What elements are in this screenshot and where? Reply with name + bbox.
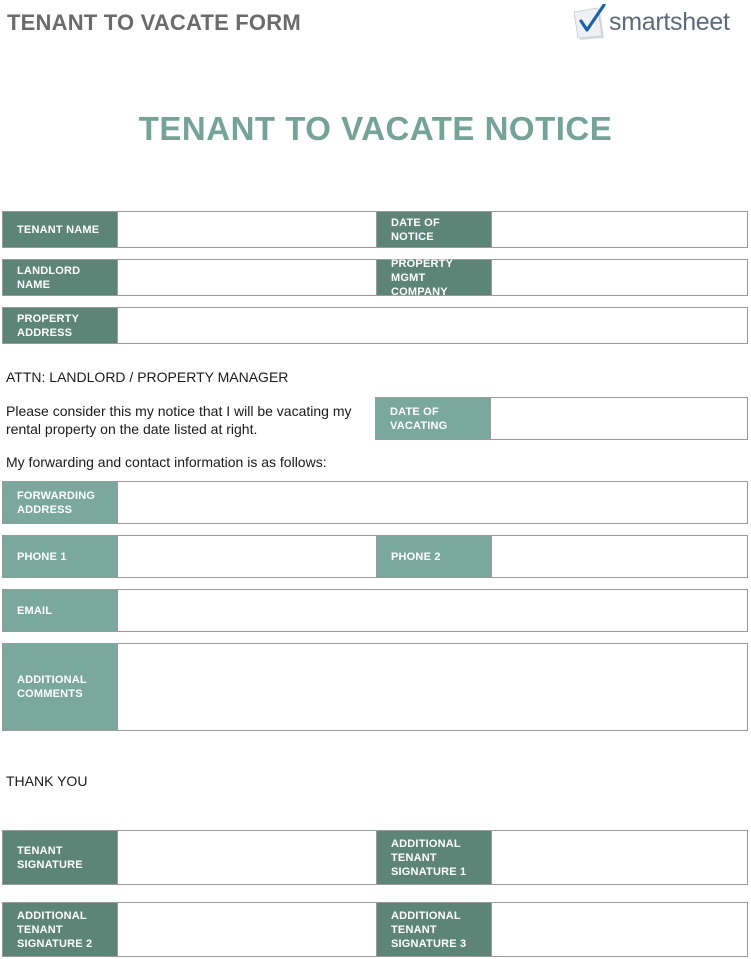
additional-tenant-signature-3-field[interactable] — [492, 903, 747, 956]
property-address-field[interactable] — [118, 308, 747, 343]
date-of-vacating-label: DATE OF VACATING — [376, 398, 490, 439]
logo-text: smartsheet — [609, 7, 730, 36]
notice-statement: Please consider this my notice that I will be vacating my rental property on the date listed at right. — [6, 403, 352, 437]
phone2-field[interactable] — [492, 536, 747, 577]
phone1-field[interactable] — [118, 536, 376, 577]
date-of-vacating-field[interactable] — [491, 398, 747, 439]
date-of-notice-label: DATE OF NOTICE — [377, 212, 491, 247]
property-address-row — [2, 307, 748, 344]
tenant-signature-label: TENANT SIGNATURE — [3, 831, 117, 884]
tenant-name-label: TENANT NAME — [3, 212, 117, 247]
checkmark-icon — [574, 4, 608, 40]
email-row — [2, 589, 748, 632]
additional-tenant-signature-2-label: ADDITIONAL TENANT SIGNATURE 2 — [3, 903, 117, 956]
forwarding-address-label: FORWARDING ADDRESS — [3, 482, 117, 523]
smartsheet-logo — [574, 2, 730, 42]
signature-row-1 — [2, 830, 748, 885]
additional-tenant-signature-3-label: ADDITIONAL TENANT SIGNATURE 3 — [377, 903, 491, 956]
landlord-name-row — [2, 259, 748, 296]
phone1-label: PHONE 1 — [3, 536, 117, 577]
forwarding-intro-text: My forwarding and contact information is as follows: — [6, 454, 327, 470]
additional-comments-row — [2, 643, 748, 731]
landlord-name-label: LANDLORD NAME — [3, 260, 117, 295]
email-field[interactable] — [118, 590, 747, 631]
landlord-name-field[interactable] — [118, 260, 376, 295]
attn-text: ATTN: LANDLORD / PROPERTY MANAGER — [6, 369, 289, 385]
property-mgmt-company-label: PROPERTY MGMT COMPANY — [377, 260, 491, 295]
signature-row-2 — [2, 902, 748, 957]
form-title: TENANT TO VACATE FORM — [7, 10, 301, 35]
additional-tenant-signature-2-field[interactable] — [118, 903, 376, 956]
thank-you-text: THANK YOU — [6, 773, 88, 789]
date-of-vacating-row — [375, 397, 748, 440]
phone2-label: PHONE 2 — [377, 536, 491, 577]
email-label: EMAIL — [3, 590, 117, 631]
notice-title: TENANT TO VACATE NOTICE — [138, 110, 613, 147]
property-address-label: PROPERTY ADDRESS — [3, 308, 117, 343]
date-of-notice-field[interactable] — [492, 212, 747, 247]
tenant-name-row — [2, 211, 748, 248]
tenant-signature-field[interactable] — [118, 831, 376, 884]
forwarding-address-field[interactable] — [118, 482, 747, 523]
additional-tenant-signature-1-field[interactable] — [492, 831, 747, 884]
forwarding-address-row — [2, 481, 748, 524]
phone-row — [2, 535, 748, 578]
additional-comments-field[interactable] — [118, 644, 747, 730]
additional-comments-label: ADDITIONAL COMMENTS — [3, 644, 117, 730]
additional-tenant-signature-1-label: ADDITIONAL TENANT SIGNATURE 1 — [377, 831, 491, 884]
tenant-name-field[interactable] — [118, 212, 376, 247]
property-mgmt-company-field[interactable] — [492, 260, 747, 295]
